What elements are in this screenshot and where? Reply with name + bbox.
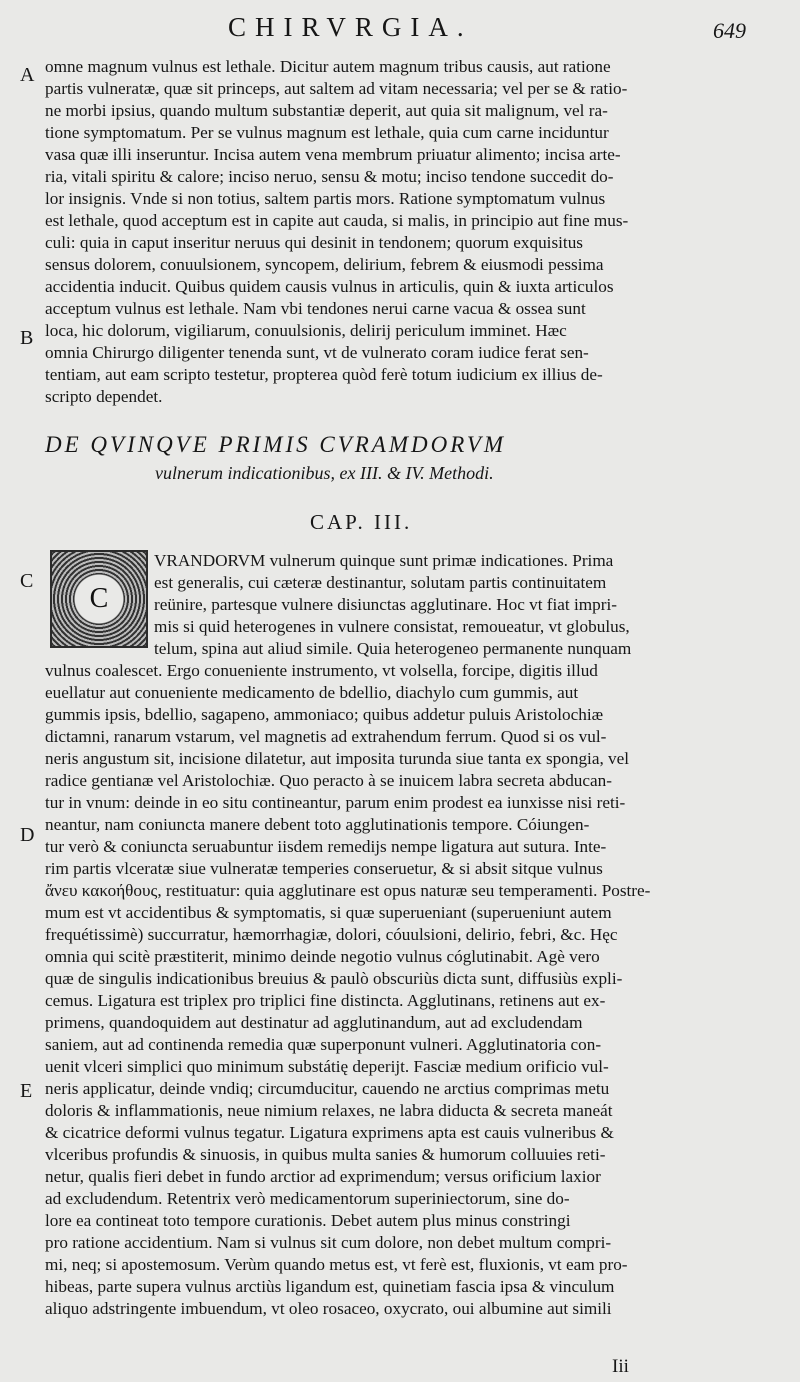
chapter-heading: DE QVINQVE PRIMIS CVRAMDORVM [45,432,507,457]
text-line: tione symptomatum. Per se vulnus magnum est lethale, quia cum carne inciduntur [45,123,609,142]
text-line: omnia qui scitè præstiterit, minimo deinde negotio vulnus cóglutinabit. Agè vero [45,947,600,966]
margin-letter-a: A [20,64,35,86]
text-line: est lethale, quod acceptum est in capite aut cauda, si malis, in principio aut fine mus- [45,211,629,230]
text-line: gummis ipsis, bdellio, sagapeno, ammoniaco; quibus addetur puluis Aristolochiæ [45,705,604,724]
text-line: lore ea contineat toto tempore curationis. Debet autem plus minus constringi [45,1211,571,1230]
text-line: pro ratione accidentium. Nam si vulnus sit cum dolore, non debet multum compri- [45,1233,612,1252]
text-line: partis vulneratæ, quæ sit princeps, aut saltem ad vitam necessaria; vel per se & ratio- [45,79,628,98]
text-line: tentiam, aut eam scripto testetur, propterea quòd ferè totum iudicium ex illius de- [45,365,603,384]
text-line: dictamni, ranarum vstarum, vel magnetis ad extrahendum ferrum. Quod si os vul- [45,727,607,746]
text-line: omne magnum vulnus est lethale. Dicitur autem magnum tribus causis, aut ratione [45,57,611,76]
page-number: 649 [713,18,746,43]
text-line: reünire, partesque vulnere disiunctas agglutinare. Hoc vt fiat impri- [154,595,617,614]
text-line: uenit vlceri simplici quo minimum substátię deperijt. Fasciæ medium orificio vul- [45,1057,609,1076]
text-line: ἄνευ κακοήθους, restituatur: quia agglutinare est opus naturæ seu temperamenti. Postre- [45,881,651,900]
text-line: vasa quæ illi inseruntur. Incisa autem vena membrum priuatur alimento; incisa arte- [45,145,621,164]
text-line: mum est vt accidentibus & symptomatis, si quæ superueniant (superueniunt autem [45,903,612,922]
text-line: primens, quandoquidem aut destinatur ad agglutinandum, aut ad excludendam [45,1013,583,1032]
text-line: sensus dolorem, conuulsionem, syncopem, delirium, febrem & eiusmodi pessima [45,255,604,274]
text-line: scripto dependet. [45,387,163,406]
text-line: lor insignis. Vnde si non totius, saltem partis mors. Ratione symptomatum vulnus [45,189,606,208]
text-line: netur, qualis fieri debet in fundo arctior ad exprimendum; versus orificium laxior [45,1167,601,1186]
text-line: cemus. Ligatura est triplex pro triplici fine distincta. Agglutinans, retinens aut ex- [45,991,606,1010]
text-line: culi: quia in caput inseritur neruus qui desinit in tendonem; quorum exquisitus [45,233,583,252]
margin-letter-e: E [20,1080,33,1102]
text-line: rim partis vlceratæ siue vulneratæ temperies conseruetur, & si absit sitque vulnus [45,859,603,878]
text-line: omnia Chirurgo diligenter tenenda sunt, vt de vulnerato coram iudice ferat sen- [45,343,589,362]
text-line: hibeas, parte supera vulnus arctiùs ligandum est, quinetiam fascia ipsa & vinculum [45,1277,615,1296]
margin-letter-c: C [20,570,34,592]
signature-mark: Iii [612,1356,629,1377]
text-line: mi, neq; si apostemosum. Verùm quando metus est, vt ferè est, fluxionis, vt eam pro- [45,1255,628,1274]
text-line: frequétissimè) succurratur, hæmorrhagiæ, dolori, cóuulsioni, delirio, febri, &c. Hęc [45,925,618,944]
text-line: accidentia inducit. Quibus quidem causis vulnus in articulis, quin & iuxta articulos [45,277,614,296]
text-line: vlceribus profundis & sinuosis, in quibus multa sanies & humorum colluuies reti- [45,1145,606,1164]
text-line: mis si quid heterogenes in vulnere consistat, remoueatur, vt globulus, [154,617,630,636]
chapter-label: CAP. III. [310,510,413,534]
margin-letter-d: D [20,824,35,846]
text-line: est generalis, cui cæteræ destinantur, solutam partis continuitatem [154,573,607,592]
text-line: ad excludendum. Retentrix verò medicamentorum superiniectorum, sine do- [45,1189,570,1208]
text-line: euellatur aut conueniente medicamento de bdellio, diachylo cum gummis, aut [45,683,579,702]
text-line: neris applicatur, deinde vndiq; circumducitur, cauendo ne arctius comprimas metu [45,1079,610,1098]
text-line: ria, vitali spiritu & calore; inciso neruo, sensu & motu; inciso tendone succedit do- [45,167,614,186]
text-line: neris angustum sit, incisione dilatetur, aut imposita turunda siue tanta ex spongia, vel [45,749,630,768]
text-line: telum, spina aut aliud simile. Quia heterogeneo permanente nunquam [154,639,632,658]
text-line: radice gentianæ vel Aristolochiæ. Quo peracto à se inuicem labra secreta abducan- [45,771,612,790]
chapter-subheading: vulnerum indicationibus, ex III. & IV. Methodi. [155,463,494,483]
text-line: VRANDORVM vulnerum quinque sunt primæ indicationes. Prima [154,551,614,570]
text-line: aliquo adstringente imbuendum, vt oleo rosaceo, oxycrato, oui albumine aut simili [45,1299,612,1318]
text-line: vulnus coalescet. Ergo conueniente instrumento, vt volsella, forcipe, digitis illud [45,661,598,680]
text-line: tur in vnum: deinde in eo situ contineantur, parum enim prodest ea iunxisse nisi reti- [45,793,626,812]
text-line: loca, hic dolorum, vigiliarum, conuulsionis, delirij periculum imminet. Hæc [45,321,567,340]
text-line: doloris & inflammationis, neue nimium relaxes, ne labra diducta & secreta maneát [45,1101,613,1120]
text-line: quæ de singulis indicationibus breuius & paulò obscuriùs dicta sunt, diffusiùs expli- [45,969,623,988]
text-line: tur verò & coniuncta seruabuntur iisdem remedijs nempe ligatura aut sutura. Inte- [45,837,607,856]
text-line: saniem, aut ad continenda remedia quæ superponunt vulneri. Agglutinatoria con- [45,1035,602,1054]
running-head: CHIRVRGIA. [228,12,473,42]
initial-letter: C [89,583,109,614]
text-line: ne morbi ipsius, quando multum substantiæ deperit, aut quia sit malignum, vel ra- [45,101,608,120]
decorated-initial [50,550,148,648]
text-line: & cicatrice deformi vulnus tegatur. Ligatura exprimens apta est cauis vulneribus & [45,1123,614,1142]
margin-letter-b: B [20,327,34,349]
text-line: neantur, nam coniuncta manere debent toto agglutinationis tempore. Cóiungen- [45,815,590,834]
text-line: acceptum vulnus est lethale. Nam vbi tendones nerui carne vacua & ossea sunt [45,299,586,318]
